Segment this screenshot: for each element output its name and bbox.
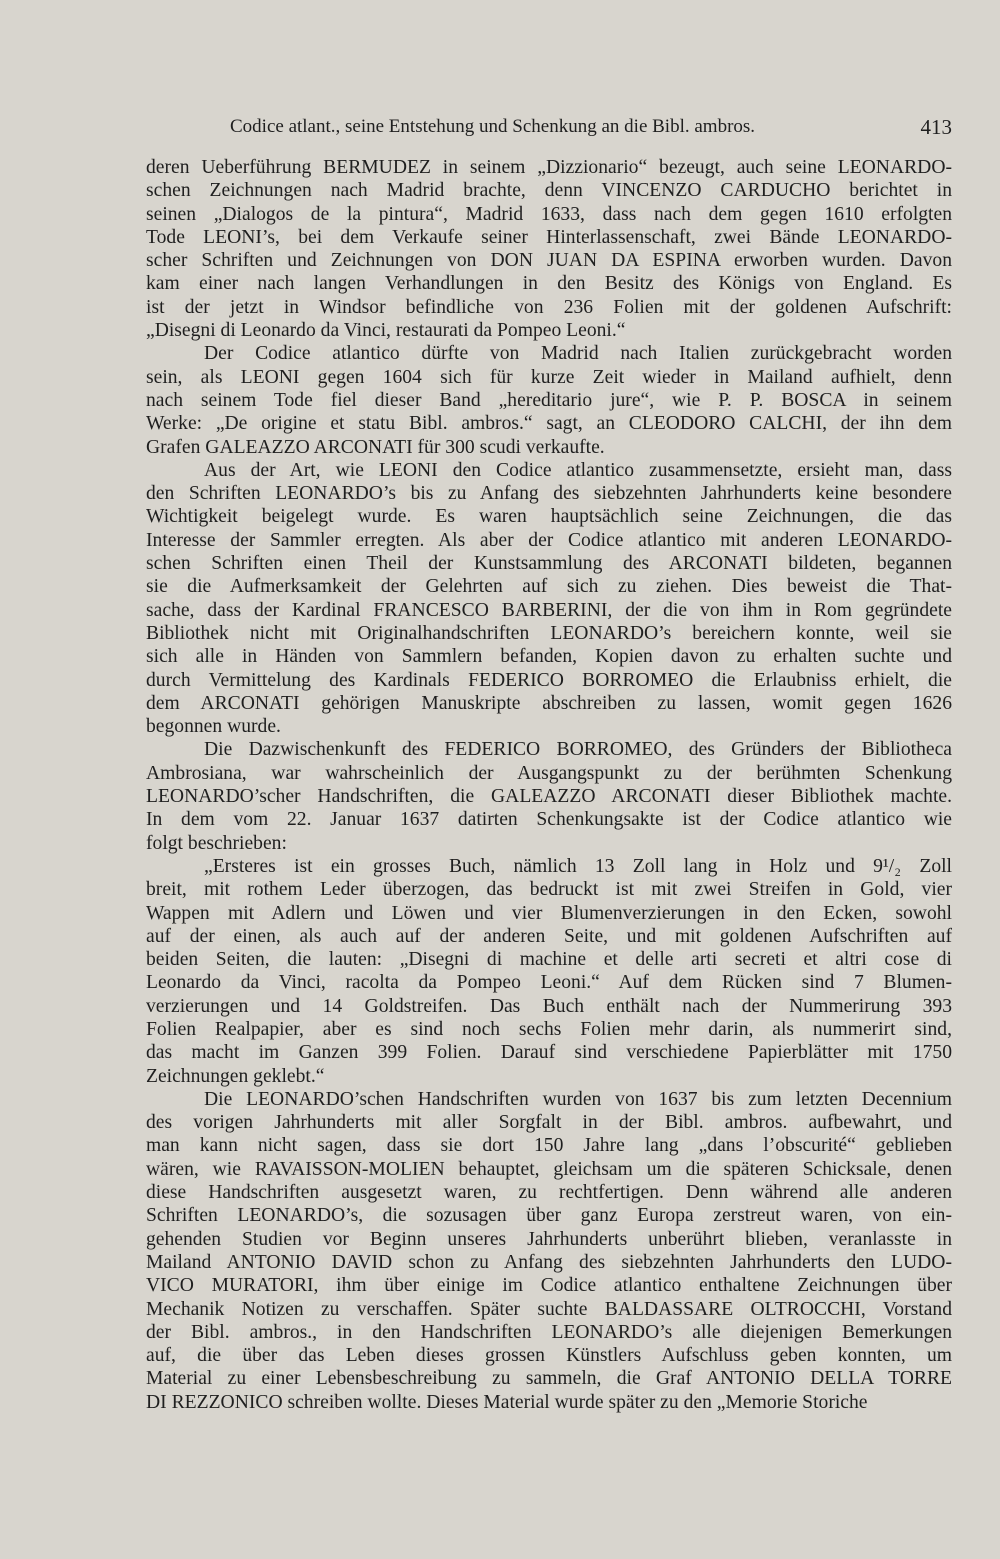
text-line: schen Schriften einen Theil der Kunstsammlung des ARCONATI bildeten, begannen bbox=[146, 553, 952, 575]
text-line: Leonardo da Vinci, racolta da Pompeo Leoni.“ Auf dem Rücken sind 7 Blumen- bbox=[146, 972, 952, 994]
paragraph bbox=[146, 738, 952, 854]
text-line: kam einer nach langen Verhandlungen in den Besitz des Königs von England. Es bbox=[146, 273, 952, 295]
text-line: dem ARCONATI gehörigen Manuskripte abschreiben zu lassen, womit gegen 1626 bbox=[146, 692, 952, 714]
text-line: Wappen mit Adlern und Löwen und vier Blumenverzierungen in den Ecken, sowohl bbox=[146, 902, 952, 924]
text-line: durch Vermittelung des Kardinals FEDERICO BORROMEO die Erlaubniss erhielt, die bbox=[146, 669, 952, 691]
text-line: Folien Realpapier, aber es sind noch sechs Folien mehr darin, als nummerirt sind, bbox=[146, 1018, 952, 1040]
text-line: DI REZZONICO schreiben wollte. Dieses Material wurde später zu den „Memorie Storiche bbox=[146, 1391, 868, 1413]
text-line: begonnen wurde. bbox=[146, 716, 281, 738]
text-line: Werke: „De origine et statu Bibl. ambros.“ sagt, an CLEODORO CALCHI, der ihn dem bbox=[146, 413, 952, 435]
text-line: beiden Seiten, die lauten: „Disegni di machine et delle arti secreti et altri cose di bbox=[146, 949, 952, 971]
text-line: Mailand ANTONIO DAVID schon zu Anfang des siebzehnten Jahrhunderts den LUDO- bbox=[146, 1251, 952, 1273]
text-line: Tode LEONI’s, bei dem Verkaufe seiner Hinterlassenschaft, zwei Bände LEONARDO- bbox=[146, 226, 952, 248]
running-head bbox=[230, 113, 952, 141]
text-line: das macht im Ganzen 399 Folien. Darauf sind verschiedene Papierblätter mit 1750 bbox=[146, 1042, 952, 1064]
text-line: des vorigen Jahrhunderts mit aller Sorgfalt in der Bibl. ambros. aufbewahrt, und bbox=[146, 1112, 952, 1134]
text-line: verzierungen und 14 Goldstreifen. Das Buch enthält nach der Nummerirung 393 bbox=[146, 995, 952, 1017]
text-line: Die Dazwischenkunft des FEDERICO BORROMEO, des Gründers der Bibliotheca bbox=[204, 739, 952, 761]
paragraph bbox=[146, 156, 952, 342]
text-line: Grafen GALEAZZO ARCONATI für 300 scudi verkaufte. bbox=[146, 436, 605, 458]
text-line: diese Handschriften ausgesetzt waren, zu rechtfertigen. Denn während alle anderen bbox=[146, 1182, 952, 1204]
text-line: Interesse der Sammler erregten. Als aber der Codice atlantico mit anderen LEONARDO- bbox=[146, 529, 952, 551]
text-line: sache, dass der Kardinal FRANCESCO BARBERINI, der die von ihm in Rom gegründete bbox=[146, 599, 952, 621]
text-line: „Ersteres ist ein grosses Buch, nämlich 13 Zoll lang in Holz und 9¹/₂ Zoll bbox=[204, 855, 952, 877]
text-line: In dem vom 22. Januar 1637 datirten Schenkungsakte ist der Codice atlantico wie bbox=[146, 809, 952, 831]
text-line: „Disegni di Leonardo da Vinci, restaurati da Pompeo Leoni.“ bbox=[146, 320, 626, 342]
paragraph bbox=[146, 1088, 952, 1414]
text-line: schen Zeichnungen nach Madrid brachte, denn VINCENZO CARDUCHO berichtet in bbox=[146, 180, 952, 202]
text-line: seinen „Dialogos de la pintura“, Madrid 1633, dass nach dem gegen 1610 erfolgten bbox=[146, 203, 952, 225]
text-line: deren Ueberführung BERMUDEZ in seinem „Dizzionario“ bezeugt, auch seine LEONARDO- bbox=[146, 157, 952, 178]
text-line: VICO MURATORI, ihm über einige im Codice atlantico enthaltene Zeichnungen über bbox=[146, 1275, 952, 1297]
text-line: wären, wie RAVAISSON-MOLIEN behauptet, gleichsam um die späteren Schicksale, denen bbox=[146, 1158, 952, 1180]
paragraph bbox=[146, 342, 952, 458]
text-line: Der Codice atlantico dürfte von Madrid nach Italien zurückgebracht worden bbox=[204, 343, 952, 365]
text-line: gehenden Studien vor Beginn unseres Jahrhunderts unberührt blieben, veranlasste in bbox=[146, 1228, 952, 1250]
text-line: man kann nicht sagen, dass sie dort 150 Jahre lang „dans l’obscurité“ geblieben bbox=[146, 1135, 952, 1157]
text-line: den Schriften LEONARDO’s bis zu Anfang des siebzehnten Jahrhunderts keine besondere bbox=[146, 483, 952, 505]
text-line: sein, als LEONI gegen 1604 sich für kurze Zeit wieder in Mailand aufhielt, denn bbox=[146, 366, 952, 388]
text-line: Mechanik Notizen zu verschaffen. Später suchte BALDASSARE OLTROCCHI, Vorstand bbox=[146, 1298, 952, 1320]
text-line: Die LEONARDO’schen Handschriften wurden von 1637 bis zum letzten Decennium bbox=[204, 1088, 952, 1110]
text-line: Aus der Art, wie LEONI den Codice atlantico zusammensetzte, ersieht man, dass bbox=[204, 459, 952, 481]
text-line: Zeichnungen geklebt.“ bbox=[146, 1065, 325, 1087]
text-line: Material zu einer Lebensbeschreibung zu sammeln, die Graf ANTONIO DELLA TORRE bbox=[146, 1368, 952, 1390]
text-line: auf, die über das Leben dieses grossen Künstlers Aufschluss geben konnten, um bbox=[146, 1345, 952, 1367]
text-line: breit, mit rothem Leder überzogen, das bedruckt ist mit zwei Streifen in Gold, vier bbox=[146, 879, 952, 901]
text-line: sie die Aufmerksamkeit der Gelehrten auf sich zu ziehen. Dies beweist die That- bbox=[146, 576, 952, 598]
text-line: sich alle in Händen von Sammlern befanden, Kopien davon zu erhalten suchte und bbox=[146, 646, 952, 668]
paragraph bbox=[146, 855, 952, 1088]
body-text bbox=[146, 156, 952, 1414]
text-line: Wichtigkeit beigelegt wurde. Es waren hauptsächlich seine Zeichnungen, die das bbox=[146, 506, 952, 528]
text-line: Ambrosiana, war wahrscheinlich der Ausgangspunkt zu der berühmten Schenkung bbox=[146, 762, 952, 784]
text-line: auf der einen, als auch auf der anderen Seite, und mit goldenen Aufschriften auf bbox=[146, 925, 952, 947]
text-line: folgt beschrieben: bbox=[146, 832, 287, 854]
page-number: 413 bbox=[920, 115, 952, 139]
text-line: Schriften LEONARDO’s, die sozusagen über ganz Europa zerstreut waren, von ein- bbox=[146, 1205, 952, 1227]
text-line: LEONARDO’scher Handschriften, die GALEAZZO ARCONATI dieser Bibliothek machte. bbox=[146, 786, 952, 808]
text-line: nach seinem Tode fiel dieser Band „hereditario jure“, wie P. P. BOSCA in seinem bbox=[146, 389, 952, 411]
text-line: der Bibl. ambros., in den Handschriften LEONARDO’s alle diejenigen Bemerkungen bbox=[146, 1321, 952, 1343]
text-line: ist der jetzt in Windsor befindliche von 236 Folien mit der goldenen Aufschrift: bbox=[146, 296, 952, 318]
paragraph bbox=[146, 459, 952, 739]
text-line: Bibliothek nicht mit Originalhandschriften LEONARDO’s bereichern konnte, weil sie bbox=[146, 622, 952, 644]
running-title: Codice atlant., seine Entstehung und Schenkung an die Bibl. ambros. bbox=[230, 116, 756, 137]
text-line: scher Schriften und Zeichnungen von DON JUAN DA ESPINA erworben wurden. Davon bbox=[146, 250, 952, 272]
